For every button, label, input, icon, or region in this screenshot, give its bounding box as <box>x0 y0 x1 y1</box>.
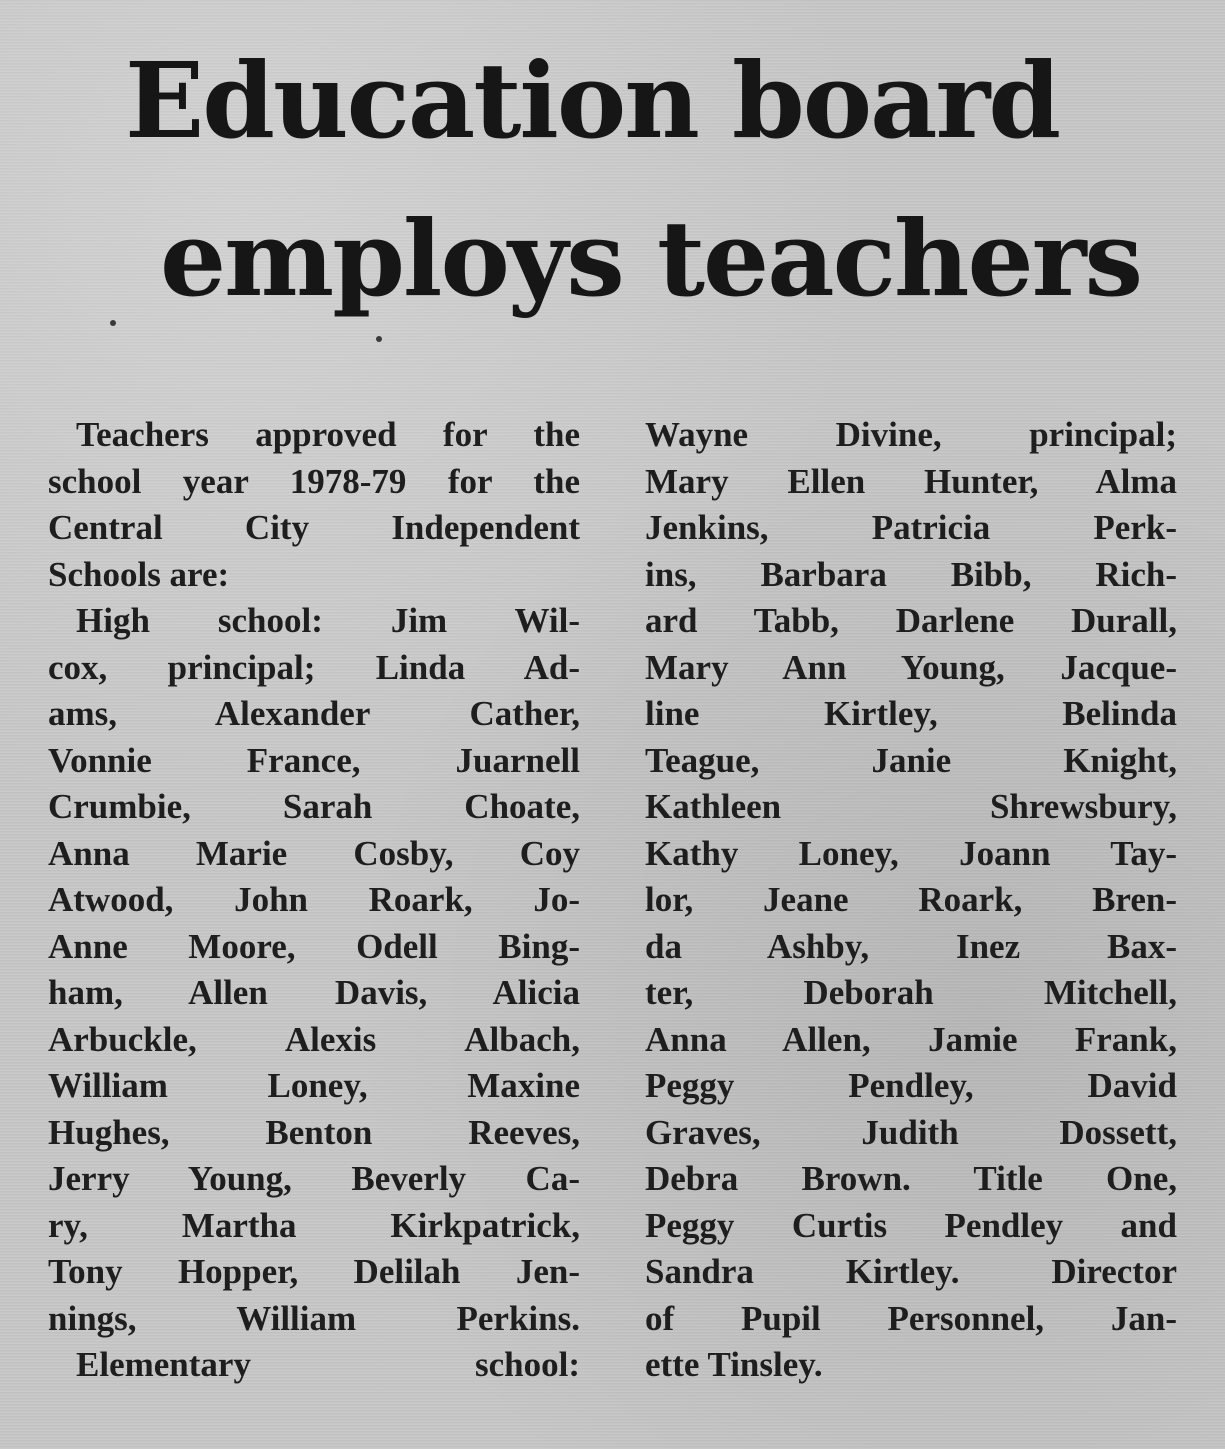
text-line: ry, Martha Kirkpatrick, <box>48 1205 580 1245</box>
text-line: Arbuckle, Alexis Albach, <box>48 1019 580 1059</box>
text-line: Anna Marie Cosby, Coy <box>48 833 580 873</box>
text-line: Elementary school: <box>76 1345 580 1384</box>
text-line: Kathy Loney, Joann Tay- <box>645 833 1177 873</box>
text-line: ard Tabb, Darlene Durall, <box>645 601 1177 640</box>
text-line: Hughes, Benton Reeves, <box>48 1112 580 1152</box>
print-speck <box>376 336 382 342</box>
text-line: line Kirtley, Belinda <box>645 694 1177 733</box>
text-line: Vonnie France, Juarnell <box>48 740 580 780</box>
text-line: Crumbie, Sarah Choate, <box>48 787 580 826</box>
text-line: Mary Ellen Hunter, Alma <box>645 461 1177 501</box>
text-line: Peggy Pendley, David <box>645 1066 1177 1105</box>
text-line: Anne Moore, Odell Bing- <box>48 926 580 966</box>
text-line: Teague, Janie Knight, <box>645 740 1177 780</box>
text-line: Kathleen Shrewsbury, <box>645 787 1177 826</box>
text-line: Teachers approved for the <box>76 415 580 454</box>
text-line: lor, Jeane Roark, Bren- <box>645 880 1177 919</box>
text-line: ams, Alexander Cather, <box>48 694 580 733</box>
text-line: Sandra Kirtley. Director <box>645 1252 1177 1291</box>
text-line: Mary Ann Young, Jacque- <box>645 647 1177 687</box>
headline-line-1: Education board <box>125 39 1060 162</box>
text-line: William Loney, Maxine <box>48 1066 580 1105</box>
text-line: ins, Barbara Bibb, Rich- <box>645 554 1177 594</box>
print-speck <box>110 320 116 326</box>
text-line: Jenkins, Patricia Perk- <box>645 508 1177 547</box>
text-line: Debra Brown. Title One, <box>645 1159 1177 1198</box>
article-column-right <box>645 412 1177 1389</box>
headline <box>0 22 1225 338</box>
text-line: Tony Hopper, Delilah Jen- <box>48 1252 580 1291</box>
text-line: Peggy Curtis Pendley and <box>645 1205 1177 1245</box>
text-line: Anna Allen, Jamie Frank, <box>645 1019 1177 1059</box>
text-line: Graves, Judith Dossett, <box>645 1112 1177 1152</box>
article-column-left <box>48 412 580 1389</box>
text-line: ette Tinsley. <box>645 1345 823 1384</box>
text-line: High school: Jim Wil- <box>76 601 580 640</box>
text-line: cox, principal; Linda Ad- <box>48 647 580 687</box>
text-line: Central City Independent <box>48 508 580 547</box>
text-line: school year 1978-79 for the <box>48 461 580 501</box>
text-line: of Pupil Personnel, Jan- <box>645 1298 1177 1338</box>
text-line: ter, Deborah Mitchell, <box>645 973 1177 1012</box>
text-line: Jerry Young, Beverly Ca- <box>48 1159 580 1198</box>
text-line: Schools are: <box>48 554 230 594</box>
text-line: da Ashby, Inez Bax- <box>645 926 1177 966</box>
text-line: Wayne Divine, principal; <box>645 415 1177 454</box>
text-line: ham, Allen Davis, Alicia <box>48 973 580 1012</box>
text-line: nings, William Perkins. <box>48 1298 580 1338</box>
text-line: Atwood, John Roark, Jo- <box>48 880 580 919</box>
headline-line-2: employs teachers <box>160 197 1142 320</box>
